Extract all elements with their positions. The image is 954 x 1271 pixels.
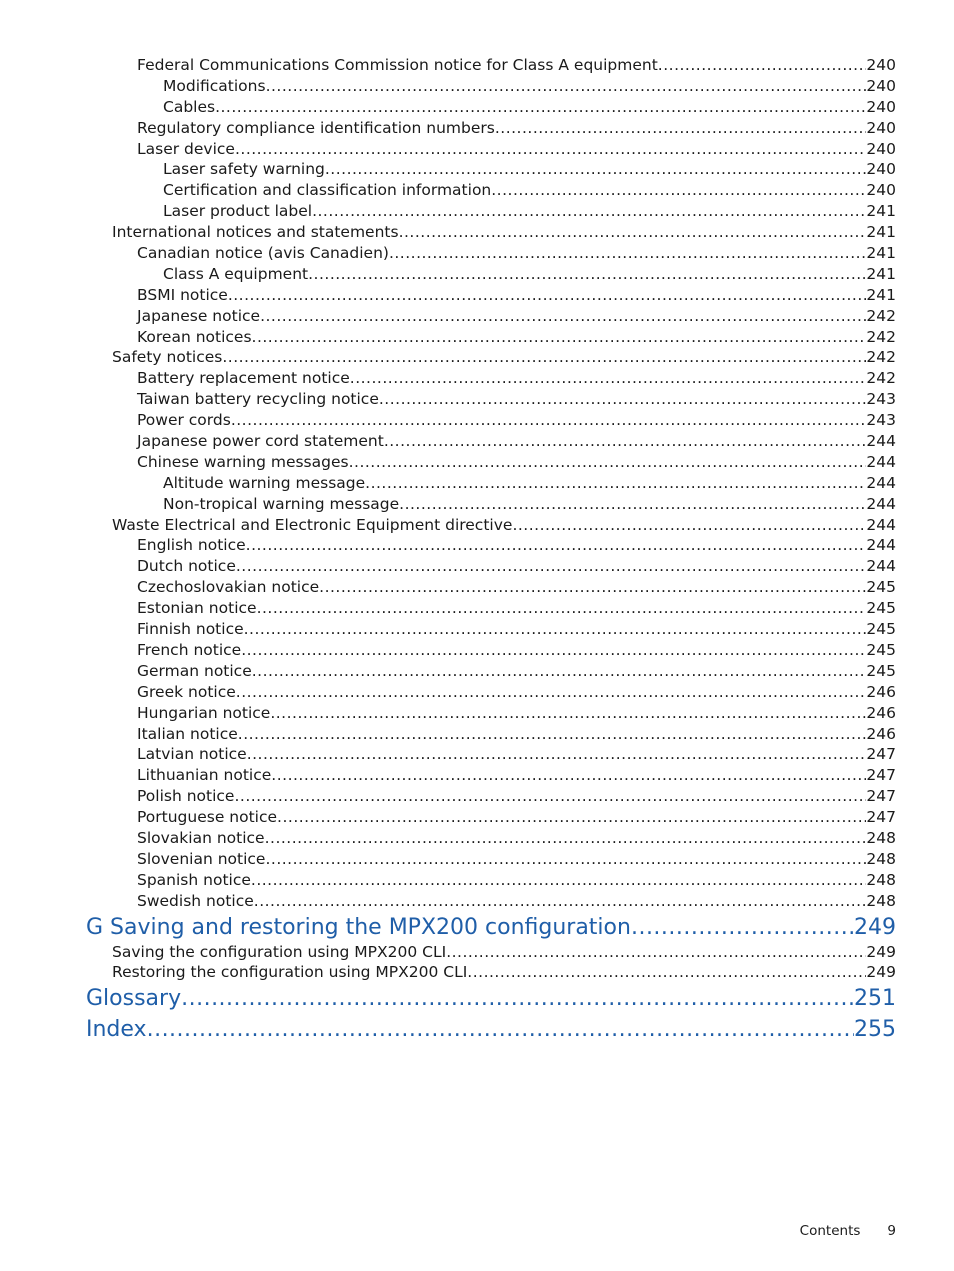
toc-entry[interactable]: [86, 473, 896, 494]
toc-dot-leader: [235, 139, 866, 160]
toc-page-number: 243: [866, 390, 896, 409]
toc-page-number: 246: [866, 682, 896, 701]
toc-entry-title: English notice: [137, 536, 246, 555]
toc-page-number: 240: [866, 118, 896, 137]
toc-entry-title: Glossary: [86, 986, 182, 1012]
toc-entry[interactable]: [86, 661, 896, 682]
toc-entry-title: Safety notices: [112, 348, 223, 367]
toc-dot-leader: [384, 431, 867, 452]
toc-dot-leader: [241, 640, 866, 661]
toc-page-number: 248: [866, 891, 896, 910]
toc-dot-leader: [234, 786, 866, 807]
toc-page-number: 247: [866, 808, 896, 827]
toc-dot-leader: [251, 870, 867, 891]
toc-dot-leader: [265, 849, 866, 870]
toc-chapter-entry[interactable]: [86, 983, 896, 1014]
toc-page-number: 241: [866, 264, 896, 283]
toc-page-number: 242: [866, 369, 896, 388]
toc-chapter-entry[interactable]: [86, 1014, 896, 1045]
toc-entry[interactable]: [86, 744, 896, 765]
toc-page-number: 240: [866, 76, 896, 95]
toc-entry-title: BSMI notice: [137, 285, 228, 304]
toc-page-number: 240: [866, 56, 896, 74]
toc-page-number: 241: [866, 202, 896, 221]
toc-entry-title: Waste Electrical and Electronic Equipment directive: [112, 515, 513, 534]
toc-entry[interactable]: [86, 828, 896, 849]
toc-entry-title: Slovakian notice: [137, 828, 265, 847]
toc-entry[interactable]: [86, 535, 896, 556]
toc-entry-title: Canadian notice (avis Canadien): [137, 244, 389, 263]
toc-page-number: 243: [866, 411, 896, 430]
toc-dot-leader: [236, 682, 867, 703]
toc-entry-title: Cables: [163, 97, 216, 116]
toc-entry[interactable]: [86, 201, 896, 222]
toc-entry-title: Non-tropical warning message: [163, 494, 400, 513]
toc-page-number: 248: [866, 828, 896, 847]
toc-entry[interactable]: [86, 640, 896, 661]
toc-dot-leader: [215, 97, 866, 118]
footer-page-number: 9: [887, 1223, 896, 1239]
toc-page-number: 248: [866, 870, 896, 889]
toc-entry-title: Chinese warning messages: [137, 452, 349, 471]
toc-entry[interactable]: [86, 55, 896, 76]
toc-page-number: 244: [866, 452, 896, 471]
toc-entry[interactable]: [86, 962, 896, 983]
toc-dot-leader: [222, 347, 866, 368]
toc-dot-leader: [312, 201, 866, 222]
toc-dot-leader: [512, 515, 866, 536]
toc-dot-leader: [236, 556, 867, 577]
toc-entry-title: Greek notice: [137, 682, 236, 701]
toc-entry-title: Taiwan battery recycling notice: [137, 390, 379, 409]
toc-entry-title: Italian notice: [137, 724, 238, 743]
toc-entry[interactable]: [86, 410, 896, 431]
toc-entry[interactable]: [86, 431, 896, 452]
toc-entry-title: Laser product label: [163, 202, 313, 221]
toc-entry[interactable]: [86, 577, 896, 598]
toc-dot-leader: [319, 577, 866, 598]
toc-page-number: 242: [866, 348, 896, 367]
toc-entry-title: G Saving and restoring the MPX200 configuration: [86, 914, 631, 940]
toc-entry[interactable]: [86, 285, 896, 306]
toc-chapter-entry[interactable]: [86, 914, 896, 942]
toc-entry-title: Japanese power cord statement: [137, 432, 384, 451]
toc-entry[interactable]: [86, 786, 896, 807]
toc-page-number: 242: [866, 327, 896, 346]
toc-page-number: 246: [866, 724, 896, 743]
toc-entry[interactable]: [86, 849, 896, 870]
toc-dot-leader: [228, 285, 867, 306]
toc-entry-title: Latvian notice: [137, 745, 247, 764]
toc-dot-leader: [399, 222, 867, 243]
toc-entry[interactable]: [86, 139, 896, 160]
toc-entry[interactable]: [86, 76, 896, 97]
toc-dot-leader: [399, 494, 866, 515]
toc-entry-title: Swedish notice: [137, 891, 254, 910]
toc-page-number: 244: [866, 515, 896, 534]
toc-page-number: 242: [866, 306, 896, 325]
toc-entry[interactable]: [86, 870, 896, 891]
toc-dot-leader: [252, 661, 867, 682]
toc-entry[interactable]: [86, 807, 896, 828]
toc-entry-title: Class A equipment: [163, 264, 309, 283]
toc-dot-leader: [244, 619, 867, 640]
toc-entry[interactable]: [86, 703, 896, 724]
toc-entry[interactable]: [86, 159, 896, 180]
toc-entry-title: Slovenian notice: [137, 849, 266, 868]
toc-entry-title: Restoring the configuration using MPX200 CLI: [112, 963, 468, 982]
toc-entry-title: Hungarian notice: [137, 703, 271, 722]
toc-entry[interactable]: [86, 118, 896, 139]
toc-entry[interactable]: [86, 515, 896, 536]
toc-page-number: 240: [866, 160, 896, 179]
toc-page-number: 247: [866, 787, 896, 806]
toc-page-number: 244: [866, 473, 896, 492]
toc-page-number: 241: [866, 244, 896, 263]
toc-dot-leader: [365, 473, 866, 494]
toc-dot-leader: [254, 891, 867, 912]
toc-entry[interactable]: [86, 942, 896, 963]
toc-dot-leader: [467, 962, 866, 983]
toc-entry-title: German notice: [137, 661, 252, 680]
toc-dot-leader: [379, 389, 867, 410]
toc-page-number: 240: [866, 181, 896, 200]
toc-entry-title: Estonian notice: [137, 599, 257, 618]
toc-dot-leader: [257, 598, 867, 619]
toc-page-number: 244: [866, 432, 896, 451]
toc-dot-leader: [491, 180, 866, 201]
toc-entry-title: Altitude warning message: [163, 473, 366, 492]
toc-entry-title: Battery replacement notice: [137, 369, 350, 388]
toc-entry-title: Power cords: [137, 411, 231, 430]
toc-entry-title: Korean notices: [137, 327, 252, 346]
toc-dot-leader: [277, 807, 866, 828]
toc-page-number: 240: [866, 97, 896, 116]
toc-entry[interactable]: [86, 682, 896, 703]
toc-entry[interactable]: [86, 598, 896, 619]
toc-entry-title: Czechoslovakian notice: [137, 578, 320, 597]
toc-dot-leader: [252, 327, 867, 348]
toc-entry[interactable]: [86, 180, 896, 201]
footer-section-label: Contents: [799, 1223, 861, 1239]
toc-page-number: 245: [866, 578, 896, 597]
page-footer: [800, 1223, 896, 1239]
toc-page-number: 251: [854, 986, 896, 1012]
toc-entry-title: International notices and statements: [112, 223, 399, 242]
toc-dot-leader: [446, 942, 866, 963]
toc-entry-title: Certification and classification information: [163, 181, 492, 200]
toc-dot-leader: [247, 744, 867, 765]
toc-entry[interactable]: [86, 222, 896, 243]
toc-dot-leader: [350, 368, 867, 389]
toc-entry[interactable]: [86, 264, 896, 285]
toc-dot-leader: [266, 76, 867, 97]
toc-entry-title: Laser safety warning: [163, 160, 325, 179]
toc-page-number: 244: [866, 536, 896, 555]
toc-entry[interactable]: [86, 368, 896, 389]
toc-dot-leader: [631, 914, 854, 942]
toc-entry[interactable]: [86, 556, 896, 577]
toc-dot-leader: [260, 306, 866, 327]
toc-entry-title: Regulatory compliance identification numbers: [137, 118, 495, 137]
toc-entry-title: Laser device: [137, 139, 235, 158]
toc-page-number: 255: [854, 1017, 896, 1043]
toc-entry[interactable]: [86, 891, 896, 912]
toc-dot-leader: [231, 410, 867, 431]
toc-entry[interactable]: [86, 765, 896, 786]
toc-dot-leader: [181, 983, 854, 1014]
toc-page-number: 240: [866, 139, 896, 158]
toc-page-number: 241: [866, 285, 896, 304]
toc-page-number: 244: [866, 494, 896, 513]
toc-dot-leader: [270, 703, 866, 724]
toc-dot-leader: [658, 55, 867, 76]
toc-dot-leader: [147, 1014, 854, 1045]
toc-entry[interactable]: [86, 452, 896, 473]
toc-page-number: 249: [866, 942, 896, 961]
toc-page-number: 248: [866, 849, 896, 868]
toc-page-number: 245: [866, 661, 896, 680]
toc-entry[interactable]: [86, 724, 896, 745]
toc-entry-title: Polish notice: [137, 787, 235, 806]
toc-entry[interactable]: [86, 347, 896, 368]
toc-page-number: 246: [866, 703, 896, 722]
toc-dot-leader: [271, 765, 866, 786]
toc-page-number: 241: [866, 223, 896, 242]
toc-entry-title: Portuguese notice: [137, 808, 278, 827]
toc-entry-title: Lithuanian notice: [137, 766, 272, 785]
toc-entry[interactable]: [86, 389, 896, 410]
toc-entry[interactable]: [86, 327, 896, 348]
toc-entry-title: Saving the configuration using MPX200 CLI: [112, 942, 447, 961]
table-of-contents: [86, 55, 896, 1045]
toc-entry-title: Modifications: [163, 76, 266, 95]
toc-entry[interactable]: [86, 306, 896, 327]
toc-entry-title: Federal Communications Commission notice for Class A equipment: [137, 56, 658, 74]
toc-dot-leader: [325, 159, 867, 180]
toc-dot-leader: [308, 264, 866, 285]
toc-page-number: 247: [866, 745, 896, 764]
toc-page-number: 245: [866, 640, 896, 659]
toc-dot-leader: [389, 243, 866, 264]
toc-entry[interactable]: [86, 619, 896, 640]
toc-dot-leader: [495, 118, 867, 139]
toc-entry-title: Finnish notice: [137, 620, 244, 639]
toc-page-number: 245: [866, 599, 896, 618]
toc-entry-title: Dutch notice: [137, 557, 236, 576]
toc-dot-leader: [265, 828, 867, 849]
toc-entry-title: Spanish notice: [137, 870, 251, 889]
toc-entry-title: Index: [86, 1017, 147, 1043]
toc-entry-title: French notice: [137, 640, 242, 659]
toc-entry[interactable]: [86, 243, 896, 264]
toc-dot-leader: [238, 724, 867, 745]
toc-dot-leader: [246, 535, 867, 556]
toc-page-number: 249: [854, 914, 896, 940]
toc-entry[interactable]: [86, 97, 896, 118]
toc-page-number: 245: [866, 620, 896, 639]
toc-dot-leader: [349, 452, 867, 473]
toc-page-number: 249: [866, 963, 896, 982]
toc-entry[interactable]: [86, 494, 896, 515]
toc-entry-title: Japanese notice: [137, 306, 261, 325]
toc-page-number: 247: [866, 766, 896, 785]
toc-page-number: 244: [866, 557, 896, 576]
